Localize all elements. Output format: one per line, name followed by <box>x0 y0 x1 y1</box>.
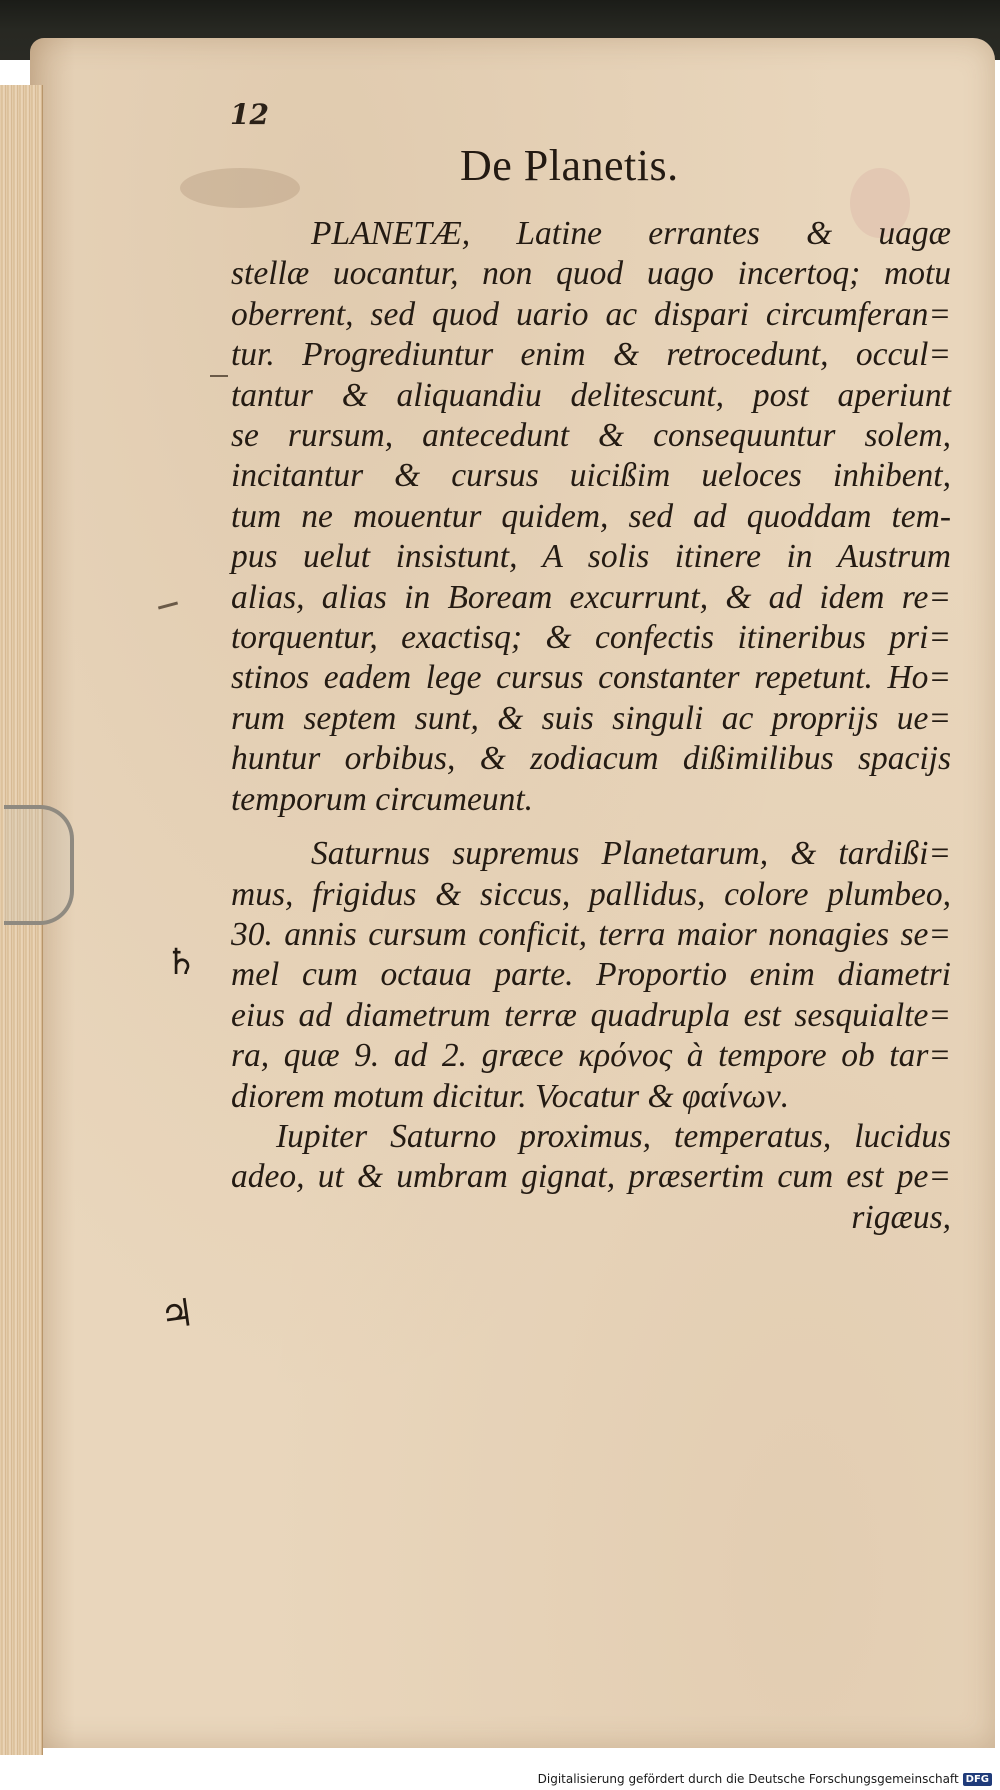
catchword: rigæus, <box>851 1198 951 1236</box>
text-line: se rursum, antecedunt & consequuntur solem, <box>231 417 951 455</box>
text-line: pus uelut insistunt, A solis itinere in Austrum <box>231 538 951 576</box>
saturn-line: diorem motum dicitur. Vocatur & φαίνων. <box>231 1077 790 1115</box>
main-text-block <box>231 214 951 1238</box>
margin-mark <box>210 375 228 377</box>
saturn-line: ra, quæ 9. ad 2. græce κρόνος à tempore ob tar= <box>231 1037 951 1075</box>
text-line: stinos eadem lege cursus constanter repetunt. Ho= <box>231 659 951 697</box>
text-line: torquentur, exactisq; & confectis itineribus pri= <box>231 619 951 657</box>
bookmark-clip <box>4 805 74 925</box>
text-line: temporum circumeunt. <box>231 780 534 818</box>
saturn-line: mus, frigidus & siccus, pallidus, colore plumbeo, <box>231 875 951 913</box>
text-line: rum septem sunt, & suis singuli ac proprijs ue= <box>231 699 951 737</box>
paper-stain <box>180 168 300 208</box>
text-line: incitantur & cursus uicißim ueloces inhibent, <box>231 457 951 495</box>
paragraph-gap <box>231 820 951 834</box>
text-line: alias, alias in Boream excurrunt, & ad idem re= <box>231 578 951 616</box>
text-line: stellæ uocantur, non quod uago incertoq; motu <box>231 255 951 293</box>
text-line: oberrent, sed quod uario ac dispari circumferan= <box>231 295 951 333</box>
running-head: De Planetis. <box>460 141 679 190</box>
text-line: tur. Progrediuntur enim & retrocedunt, occul= <box>231 336 951 374</box>
jupiter-line: Iupiter Saturno proximus, temperatus, lucidus <box>276 1117 951 1155</box>
saturn-line: 30. annis cursum conficit, terra maior nonagies se= <box>231 915 951 953</box>
digitization-credit <box>538 1772 992 1786</box>
saturn-line: eius ad diametrum terræ quadrupla est sesquialte= <box>231 996 951 1034</box>
text-line: huntur orbibus, & zodiacum dißimilibus spacijs <box>231 740 951 778</box>
text-line: tum ne mouentur quidem, sed ad quoddam tem- <box>231 497 951 535</box>
jupiter-line: adeo, ut & umbram gignat, præsertim cum est pe= <box>231 1158 951 1196</box>
saturn-symbol-icon: ♄ <box>165 942 198 983</box>
saturn-line: mel cum octaua parte. Proportio enim diametri <box>231 956 951 994</box>
credit-text: Digitalisierung gefördert durch die Deutsche Forschungsgemeinschaft <box>537 1772 959 1786</box>
text-line: tantur & aliquandiu delitescunt, post aperiunt <box>231 376 951 414</box>
jupiter-symbol-icon: ♃ <box>157 1289 197 1339</box>
dfg-logo-icon: DFG <box>963 1773 992 1786</box>
text-line: PLANETÆ, Latine errantes & uagæ <box>311 215 951 252</box>
page-number: 12 <box>230 98 269 131</box>
saturn-line: Saturnus supremus Planetarum, & tardißi= <box>311 835 951 873</box>
